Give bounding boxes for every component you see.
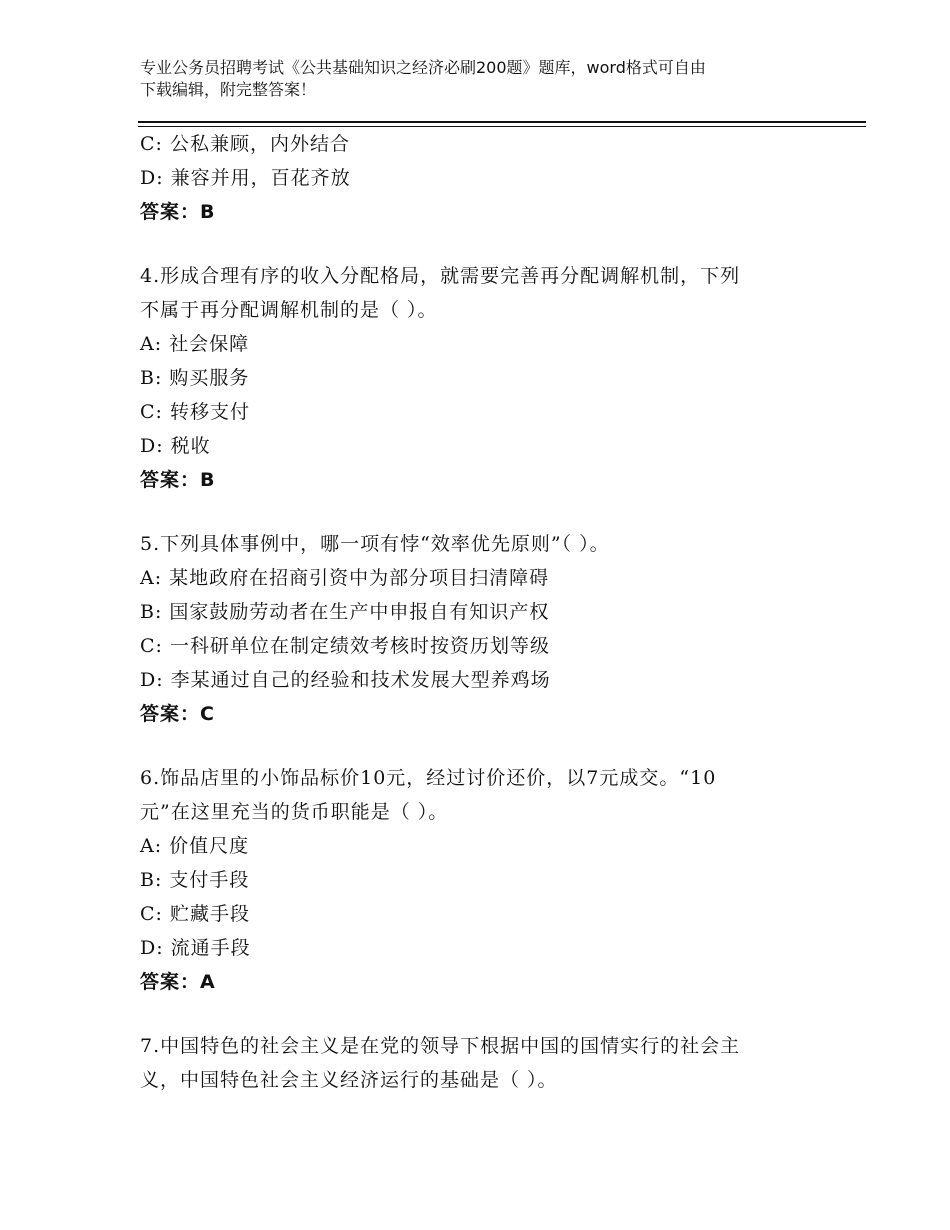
page-header (140, 57, 820, 101)
option-b: B: 支付手段 (140, 869, 250, 891)
header-line-1: 专业公务员招聘考试《公共基础知识之经济必刷200题》题库，word格式可自由 (140, 58, 706, 77)
option-c: C: 贮藏手段 (140, 903, 250, 925)
question-stem: 5.下列具体事例中，哪一项有悖“效率优先原则”（ ）。 (140, 533, 610, 555)
option-c: C: 转移支付 (140, 401, 250, 423)
answer-label: 答案：A (140, 971, 216, 993)
option-a: A: 价值尺度 (140, 835, 250, 857)
question-stem: 7.中国特色的社会主义是在党的领导下根据中国的国情实行的社会主 (140, 1035, 741, 1057)
option-c: C: 公私兼顾，内外结合 (140, 133, 350, 155)
option-c: C: 一科研单位在制定绩效考核时按资历划等级 (140, 635, 550, 657)
answer-label: 答案：B (140, 469, 216, 491)
question-stem: 义，中国特色社会主义经济运行的基础是（ ）。 (140, 1069, 558, 1091)
option-b: B: 国家鼓励劳动者在生产中申报自有知识产权 (140, 601, 550, 623)
question-4 (140, 259, 820, 497)
question-5 (140, 527, 820, 731)
question-stem: 6.饰品店里的小饰品标价10元，经过讨价还价，以7元成交。“10 (140, 767, 717, 789)
document-content (140, 127, 820, 1097)
question-7 (140, 1029, 820, 1097)
question-stem: 不属于再分配调解机制的是（ ）。 (140, 299, 438, 321)
question-3-continued (140, 127, 820, 229)
option-d: D: 兼容并用，百花齐放 (140, 167, 351, 189)
option-b: B: 购买服务 (140, 367, 250, 389)
question-stem: 4.形成合理有序的收入分配格局，就需要完善再分配调解机制，下列 (140, 265, 741, 287)
option-a: A: 社会保障 (140, 333, 250, 355)
answer-label: 答案：C (140, 703, 215, 725)
option-d: D: 李某通过自己的经验和技术发展大型养鸡场 (140, 669, 551, 691)
question-stem: 元”在这里充当的货币职能是（ ）。 (140, 801, 449, 823)
answer-label: 答案：B (140, 201, 216, 223)
question-6 (140, 761, 820, 999)
header-line-2: 下载编辑，附完整答案！ (140, 80, 317, 99)
option-d: D: 流通手段 (140, 937, 251, 959)
option-d: D: 税收 (140, 435, 211, 457)
option-a: A: 某地政府在招商引资中为部分项目扫清障碍 (140, 567, 550, 589)
